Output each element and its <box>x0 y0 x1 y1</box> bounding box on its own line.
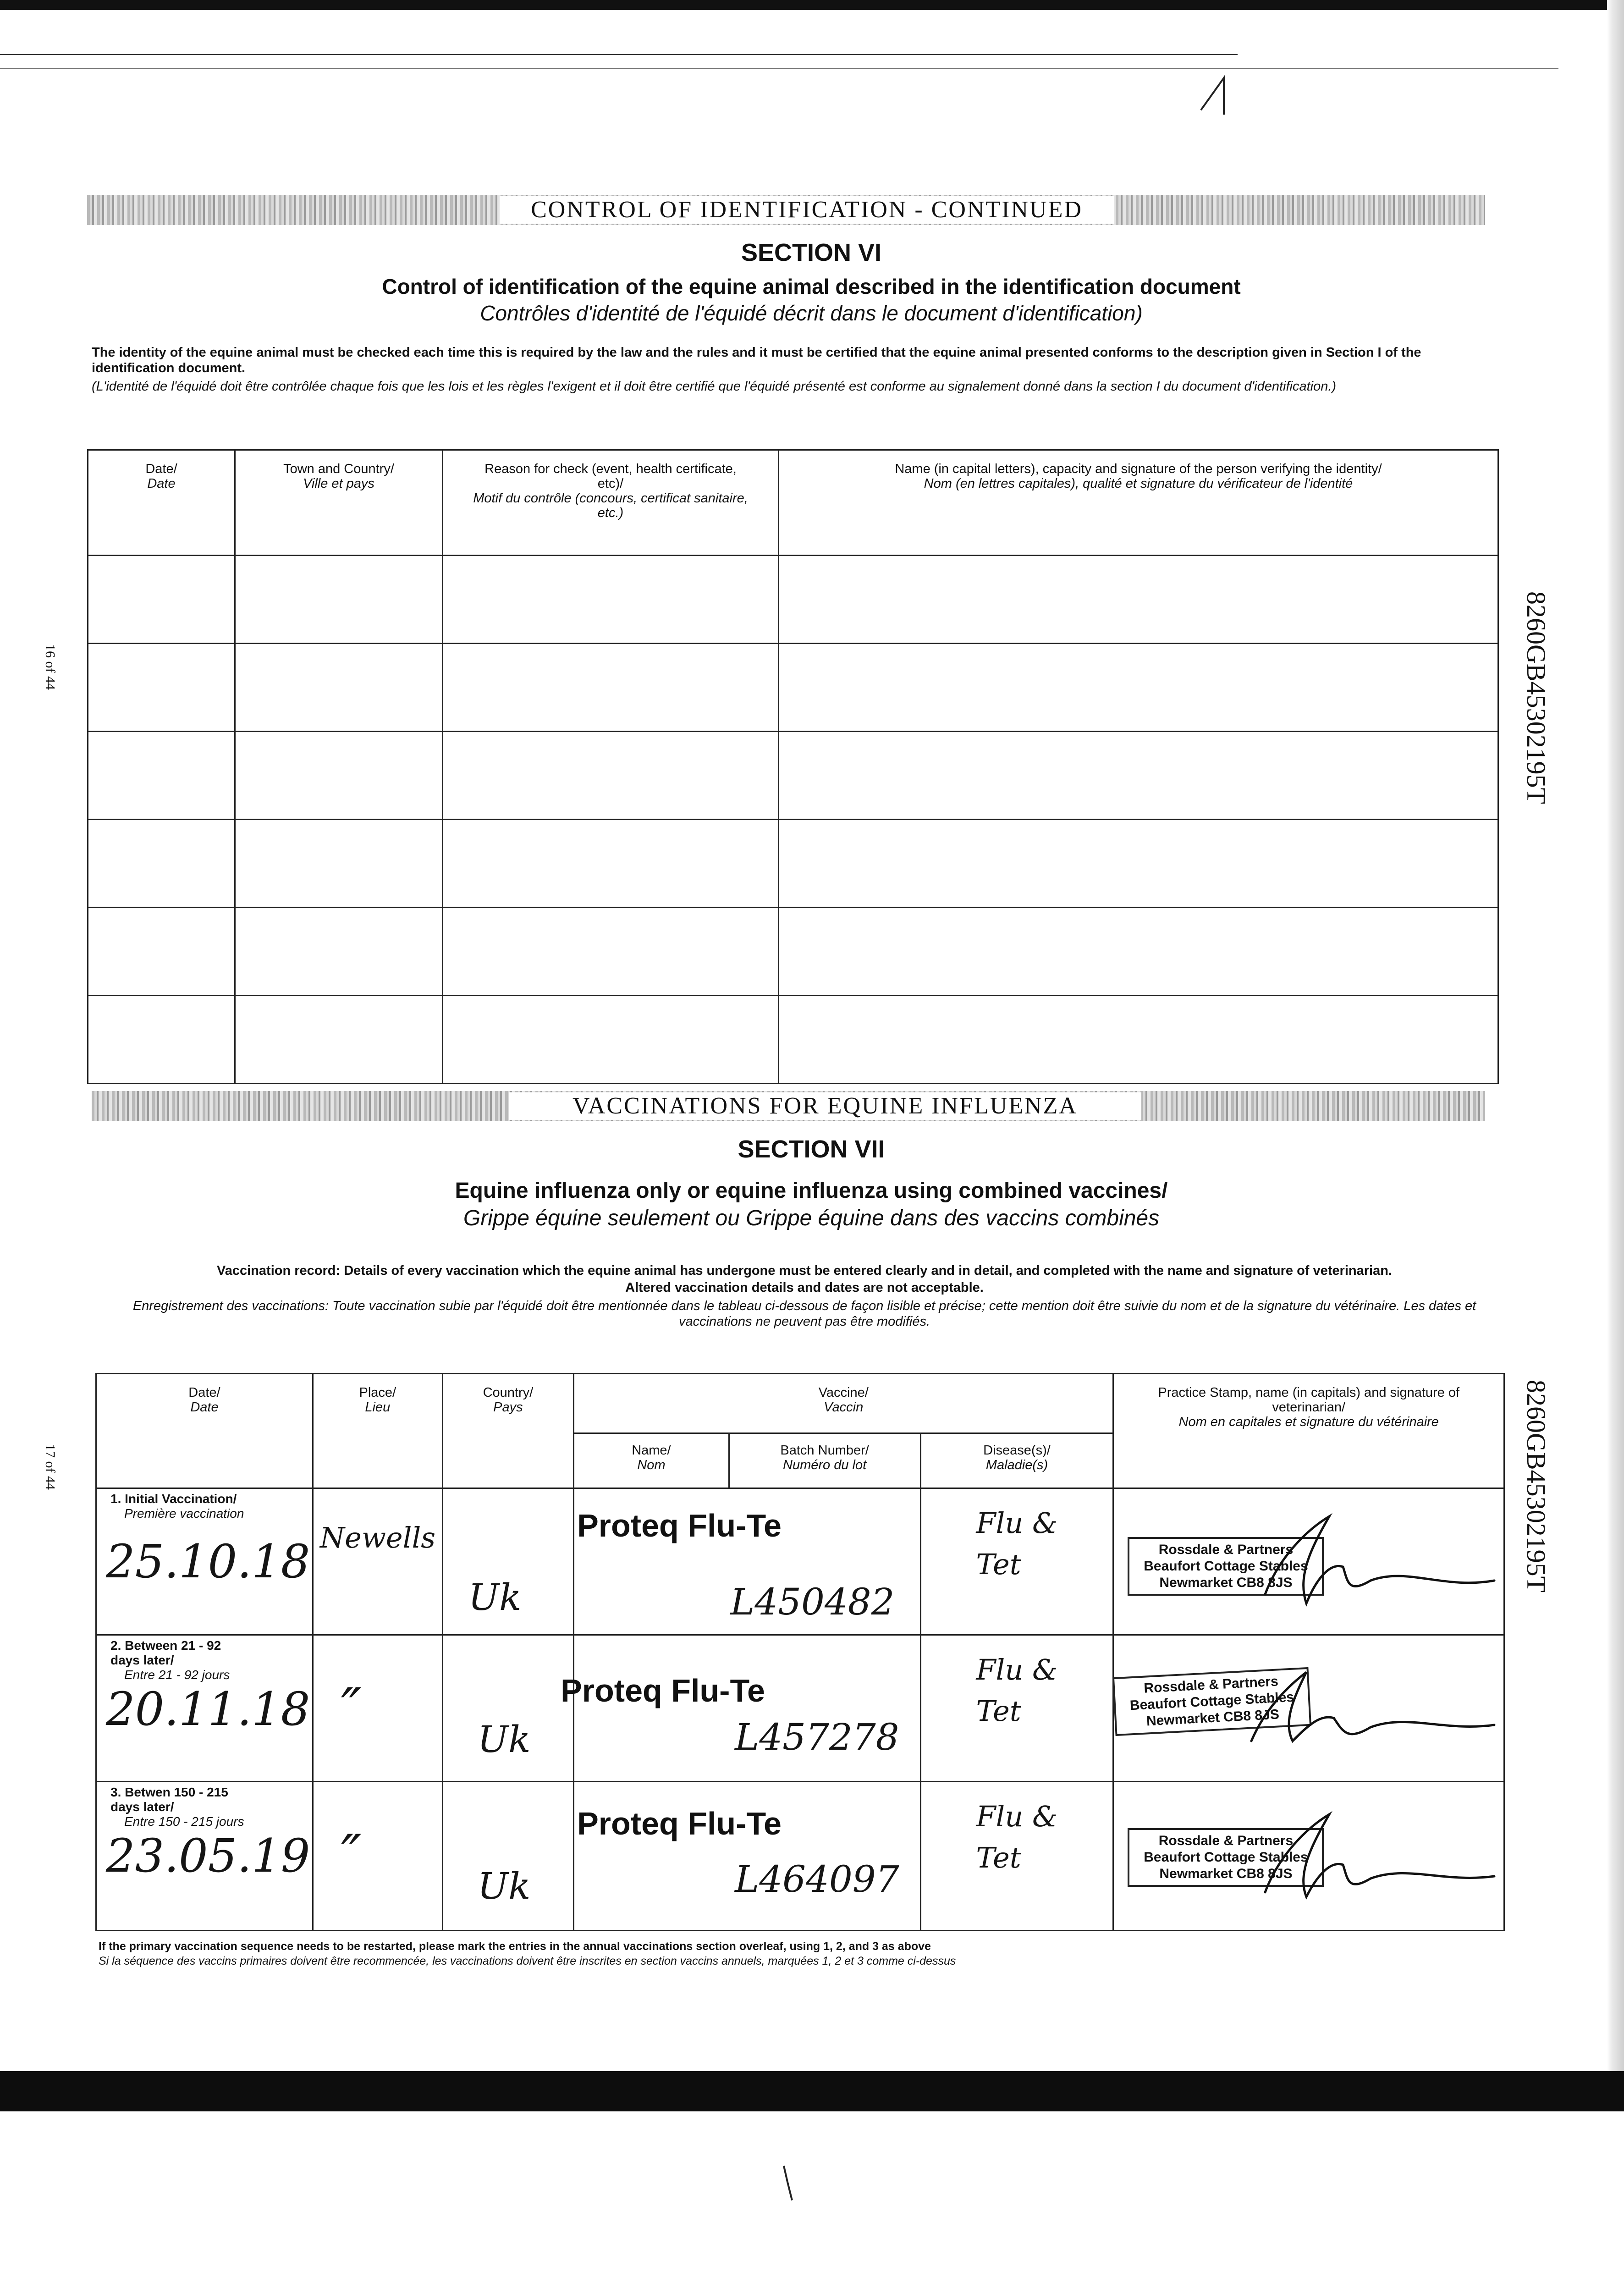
cell-vaccine-name-batch[interactable] <box>574 1488 920 1635</box>
vaccination-row-initial <box>96 1488 1504 1635</box>
cell-practice-stamp[interactable] <box>1113 1635 1504 1782</box>
column-header-place <box>313 1374 442 1488</box>
handwritten-batch-number: L464097 <box>735 1858 899 1901</box>
vaccination-row-second <box>96 1635 1504 1782</box>
column-header-date <box>88 450 235 556</box>
cell-reason[interactable] <box>443 732 779 820</box>
cell-verifier[interactable] <box>779 644 1498 732</box>
header-fr: Nom en capitales et signature du vétérinaire <box>1178 1415 1439 1429</box>
handwritten-country: Uk <box>477 1718 531 1761</box>
pen-mark <box>1192 64 1247 119</box>
header-en: Town and Country/ <box>283 462 394 476</box>
scan-line <box>0 68 1558 69</box>
cell-verifier[interactable] <box>779 556 1498 644</box>
vaccination-row-third <box>96 1782 1504 1931</box>
stamp-line: Beaufort Cottage Stables <box>1144 1559 1308 1574</box>
header-fr: Numéro du lot <box>783 1458 867 1472</box>
column-header-disease <box>920 1433 1113 1488</box>
cell-town-country[interactable] <box>235 908 443 996</box>
section7-record-en: Vaccination record: Details of every vaccination which the equine animal has undergone must be entered clearly and in detail, and completed with the name and signature of veterinarian. <box>217 1263 1392 1278</box>
cell-place[interactable] <box>313 1635 442 1782</box>
cell-town-country[interactable] <box>235 996 443 1084</box>
table-row <box>88 644 1498 732</box>
veterinarian-signature <box>1114 1636 1508 1782</box>
header-fr: Pays <box>493 1400 523 1415</box>
column-header-vaccine-name <box>574 1433 729 1488</box>
stamp-line: Beaufort Cottage Stables <box>1144 1850 1308 1865</box>
cell-country[interactable] <box>442 1635 573 1782</box>
row-label-en: 2. Between 21 - 92 days later/ <box>110 1638 221 1667</box>
handwritten-disease: Flu & Tet <box>976 1800 1058 1874</box>
document-id-vertical: 8260GB45302195T <box>1521 1380 1551 1592</box>
handwritten-place: ″ <box>341 1677 362 1741</box>
header-en: Name/ <box>632 1443 671 1458</box>
stamp-line: Newmarket CB8 8JS <box>1146 1707 1280 1729</box>
cell-reason[interactable] <box>443 996 779 1084</box>
handwritten-disease: Flu & Tet <box>976 1653 1058 1728</box>
cell-town-country[interactable] <box>235 732 443 820</box>
cell-date[interactable] <box>88 556 235 644</box>
column-header-date <box>96 1374 313 1488</box>
header-fr: Vaccin <box>824 1400 864 1415</box>
header-en: Country/ <box>483 1385 534 1400</box>
table-row <box>88 556 1498 644</box>
row-label-fr: Entre 150 - 215 jours <box>124 1814 244 1829</box>
header-en: Date/ <box>145 462 177 476</box>
header-fr: Nom (en lettres capitales), qualité et signature du vérificateur de l'identité <box>924 476 1353 491</box>
cell-verifier[interactable] <box>779 996 1498 1084</box>
cell-date[interactable] <box>96 1782 313 1931</box>
column-header-reason <box>443 450 779 556</box>
column-header-country <box>442 1374 573 1488</box>
cell-date[interactable] <box>88 908 235 996</box>
cell-date[interactable] <box>96 1488 313 1635</box>
cell-vaccine-name-batch[interactable] <box>574 1782 920 1931</box>
table-row <box>88 996 1498 1084</box>
cell-reason[interactable] <box>443 908 779 996</box>
stamp-line: Beaufort Cottage Stables <box>1129 1689 1295 1713</box>
section6-identity-check-table <box>87 449 1499 1084</box>
cell-disease[interactable] <box>920 1782 1113 1931</box>
stamp-line: Rossdale & Partners <box>1158 1833 1294 1848</box>
header-fr: Date <box>190 1400 219 1415</box>
section6-banner: CONTROL OF IDENTIFICATION - CONTINUED <box>500 196 1114 224</box>
row-label-fr: Première vaccination <box>124 1506 244 1521</box>
handwritten-country: Uk <box>477 1865 531 1907</box>
column-header-vaccine <box>574 1374 1113 1433</box>
section7-title-fr: Grippe équine seulement ou Grippe équine dans des vaccins combinés <box>463 1206 1160 1230</box>
cell-disease[interactable] <box>920 1488 1113 1635</box>
cell-date[interactable] <box>88 820 235 908</box>
section7-vaccination-table <box>95 1373 1505 1931</box>
scan-right-edge <box>1607 0 1624 2071</box>
section6-instructions-en: The identity of the equine animal must be checked each time this is required by the law and the rules and it must be certified that the equine animal presented conforms to the description given in Section I of the identification document. <box>92 345 1421 375</box>
vaccine-name-stamp: Proteq Flu-Te <box>561 1673 765 1708</box>
cell-town-country[interactable] <box>235 820 443 908</box>
table-row <box>88 732 1498 820</box>
cell-town-country[interactable] <box>235 556 443 644</box>
handwritten-date: 23.05.19 <box>106 1829 310 1883</box>
column-header-town-country <box>235 450 443 556</box>
cell-verifier[interactable] <box>779 732 1498 820</box>
header-fr: Motif du contrôle (concours, certificat sanitaire, etc.) <box>473 491 748 520</box>
scan-line <box>0 54 1238 55</box>
section7-banner: VACCINATIONS FOR EQUINE INFLUENZA <box>509 1092 1141 1120</box>
handwritten-country: Uk <box>468 1576 522 1619</box>
header-fr: Date <box>147 476 176 491</box>
handwritten-batch-number: L457278 <box>735 1716 899 1758</box>
header-en: Vaccine/ <box>818 1385 869 1400</box>
section7-record-en-2: Altered vaccination details and dates are not acceptable. <box>625 1280 984 1295</box>
cell-vaccine-name-batch[interactable] <box>561 1635 920 1782</box>
cell-date[interactable] <box>96 1635 313 1782</box>
column-header-verifier <box>779 450 1498 556</box>
vaccine-name-stamp: Proteq Flu-Te <box>577 1508 782 1543</box>
cell-disease[interactable] <box>920 1635 1113 1782</box>
section7-label: SECTION VII <box>738 1135 885 1163</box>
section7-record-fr: Enregistrement des vaccinations: Toute vaccination subie par l'équidé doit être mentionnée dans le tableau ci-dessous de façon lisible et précise; cette mention doit être suivie du nom et de la signature du vétérinaire. Les dates et vaccinations ne peuvent pas être modifiés. <box>132 1299 1476 1329</box>
header-fr: Lieu <box>365 1400 391 1415</box>
column-header-batch-number <box>729 1433 920 1488</box>
stamp-line: Rossdale & Partners <box>1158 1542 1294 1557</box>
column-header-practice-stamp <box>1113 1374 1504 1488</box>
scan-bottom-edge <box>0 2071 1624 2111</box>
row-label-fr: Entre 21 - 92 jours <box>124 1668 230 1682</box>
header-en: Batch Number/ <box>780 1443 869 1458</box>
handwritten-date: 20.11.18 <box>106 1682 310 1736</box>
row-label-en: 3. Betwen 150 - 215 days later/ <box>110 1785 228 1814</box>
stamp-line: Newmarket CB8 8JS <box>1159 1575 1293 1590</box>
header-fr: Nom <box>637 1458 666 1472</box>
page-number-17: 17 of 44 <box>43 1444 58 1490</box>
cell-date[interactable] <box>88 732 235 820</box>
veterinarian-signature <box>1114 1489 1508 1636</box>
header-fr: Maladie(s) <box>985 1458 1048 1472</box>
vaccine-name-stamp: Proteq Flu-Te <box>577 1806 782 1841</box>
handwritten-date: 25.10.18 <box>106 1535 310 1588</box>
veterinarian-signature <box>1114 1782 1508 1931</box>
document-id-vertical: 8260GB45302195T <box>1521 591 1551 804</box>
cell-date[interactable] <box>88 644 235 732</box>
row-label-en: 1. Initial Vaccination/ <box>110 1492 237 1506</box>
section6-instructions-fr: (L'identité de l'équidé doit être contrôlée chaque fois que les lois et les règles l'exigent et il doit être certifié que l'équidé présenté est conforme au signalement donné dans la section I du document d'identification.) <box>92 379 1337 394</box>
scan-top-edge <box>0 0 1624 10</box>
cell-verifier[interactable] <box>779 908 1498 996</box>
handwritten-disease: Flu & Tet <box>976 1506 1058 1581</box>
table-row <box>88 820 1498 908</box>
cell-reason[interactable] <box>443 820 779 908</box>
header-en: Practice Stamp, name (in capitals) and signature of veterinarian/ <box>1158 1385 1460 1415</box>
section7-title-en: Equine influenza only or equine influenza using combined vaccines/ <box>455 1179 1168 1203</box>
cell-practice-stamp[interactable] <box>1113 1488 1504 1635</box>
header-en: Disease(s)/ <box>983 1443 1051 1458</box>
header-en: Reason for check (event, health certificate, etc)/ <box>484 462 737 491</box>
section6-title-fr: Contrôles d'identité de l'équidé décrit dans le document d'identification) <box>480 301 1143 325</box>
header-en: Date/ <box>188 1385 220 1400</box>
table-row <box>88 908 1498 996</box>
handwritten-batch-number: L450482 <box>730 1581 895 1623</box>
header-en: Name (in capital letters), capacity and signature of the person verifying the identity/ <box>895 462 1382 476</box>
section7-footnote-en: If the primary vaccination sequence needs to be restarted, please mark the entries in the annual vaccinations section overleaf, using 1, 2, and 3 as above <box>99 1940 931 1953</box>
cell-town-country[interactable] <box>235 644 443 732</box>
cell-verifier[interactable] <box>779 820 1498 908</box>
cell-country[interactable] <box>442 1782 573 1931</box>
cell-reason[interactable] <box>443 556 779 644</box>
section6-title-en: Control of identification of the equine animal described in the identification document <box>382 275 1241 298</box>
handwritten-place: Newells <box>319 1521 436 1554</box>
header-en: Place/ <box>359 1385 396 1400</box>
stamp-line: Rossdale & Partners <box>1144 1674 1279 1696</box>
cell-practice-stamp[interactable] <box>1113 1782 1504 1931</box>
stamp-line: Newmarket CB8 8JS <box>1159 1866 1293 1881</box>
page-number-16: 16 of 44 <box>43 644 58 690</box>
header-fr: Ville et pays <box>303 476 374 491</box>
section7-footnote-fr: Si la séquence des vaccins primaires doivent être recommencée, les vaccinations doivent être inscrites en section vaccins annuels, marquées 1, 2 et 3 comme ci-dessus <box>99 1955 956 1967</box>
cell-reason[interactable] <box>443 644 779 732</box>
handwritten-place: ″ <box>341 1824 362 1887</box>
cell-place[interactable] <box>313 1782 442 1931</box>
cell-place[interactable] <box>313 1488 442 1635</box>
cell-country[interactable] <box>442 1488 573 1635</box>
pen-mark <box>779 2164 798 2205</box>
section6-label: SECTION VI <box>741 239 882 266</box>
cell-date[interactable] <box>88 996 235 1084</box>
